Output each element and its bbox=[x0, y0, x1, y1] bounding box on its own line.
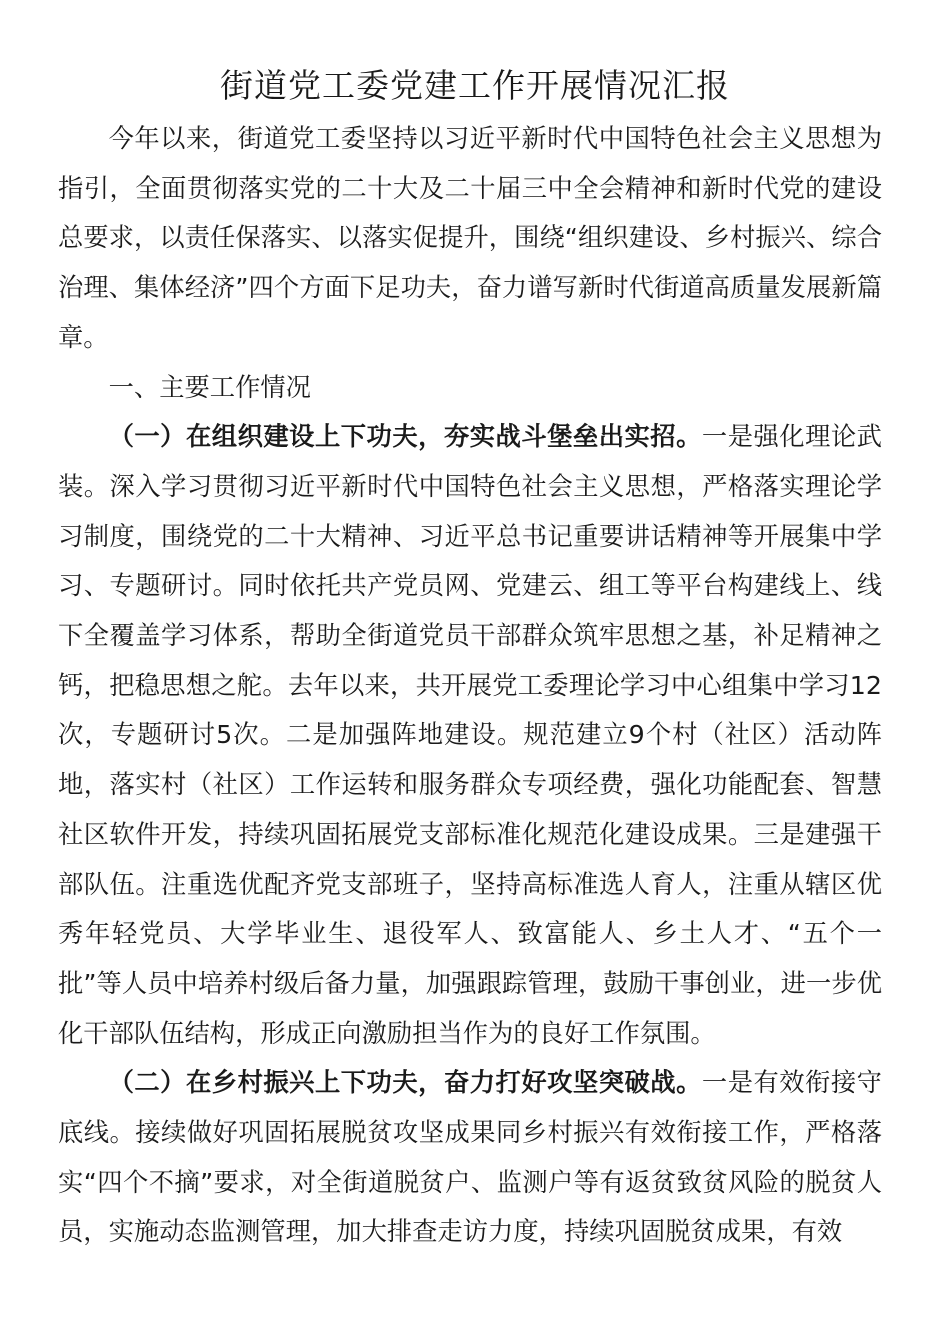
intro-paragraph: 今年以来，街道党工委坚持以习近平新时代中国特色社会主义思想为指引，全面贯彻落实党的二十大及二十届三中全会精神和新时代党的建设总要求，以责任保落实、以落实促提升，围绕“组织建设、乡村振兴、综合治理、集体经济”四个方面下足功夫，奋力谱写新时代街道高质量发展新篇章。 bbox=[58, 124, 882, 352]
subsection-1-paragraph bbox=[58, 412, 882, 1058]
subsection-2-paragraph bbox=[58, 1058, 882, 1257]
subsection-2-heading: （二）在乡村振兴上下功夫，奋力打好攻坚突破战。 bbox=[108, 1068, 702, 1098]
subsection-2-body: 一是有效衔接守底线。接续做好巩固拓展脱贫攻坚成果同乡村振兴有效衔接工作，严格落实“四个不摘”要求，对全街道脱贫户、监测户等有返贫致贫风险的脱贫人员，实施动态监测管理，加大排查走访力度，持续巩固脱贫成果，有效 bbox=[58, 1068, 882, 1247]
subsection-1-body: 一是强化理论武装。深入学习贯彻习近平新时代中国特色社会主义思想，严格落实理论学习制度，围绕党的二十大精神、习近平总书记重要讲话精神等开展集中学习、专题研讨。同时依托共产党员网、党建云、组工等平台构建线上、线下全覆盖学习体系，帮助全街道党员干部群众筑牢思想之基，补足精神之钙，把稳思想之舵。去年以来，共开展党工委理论学习中心组集中学习12次，专题研讨5次。二是加强阵地建设。规范建立9个村（社区）活动阵地，落实村（社区）工作运转和服务群众专项经费，强化功能配套、智慧社区软件开发，持续巩固拓展党支部标准化规范化建设成果。三是建强干部队伍。注重选优配齐党支部班子，坚持高标准选人育人，注重从辖区优秀年轻党员、大学毕业生、退役军人、致富能人、乡土人才、“五个一批”等人员中培养村级后备力量，加强跟踪管理，鼓励干事创业，进一步优化干部队伍结构，形成正向激励担当作为的良好工作氛围。 bbox=[58, 422, 882, 1048]
section-heading: 一、主要工作情况 bbox=[108, 372, 311, 402]
document-title: 街道党工委党建工作开展情况汇报 bbox=[220, 66, 730, 105]
subsection-1-heading: （一）在组织建设上下功夫，夯实战斗堡垒出实招。 bbox=[108, 422, 702, 452]
document-body bbox=[58, 114, 882, 1257]
